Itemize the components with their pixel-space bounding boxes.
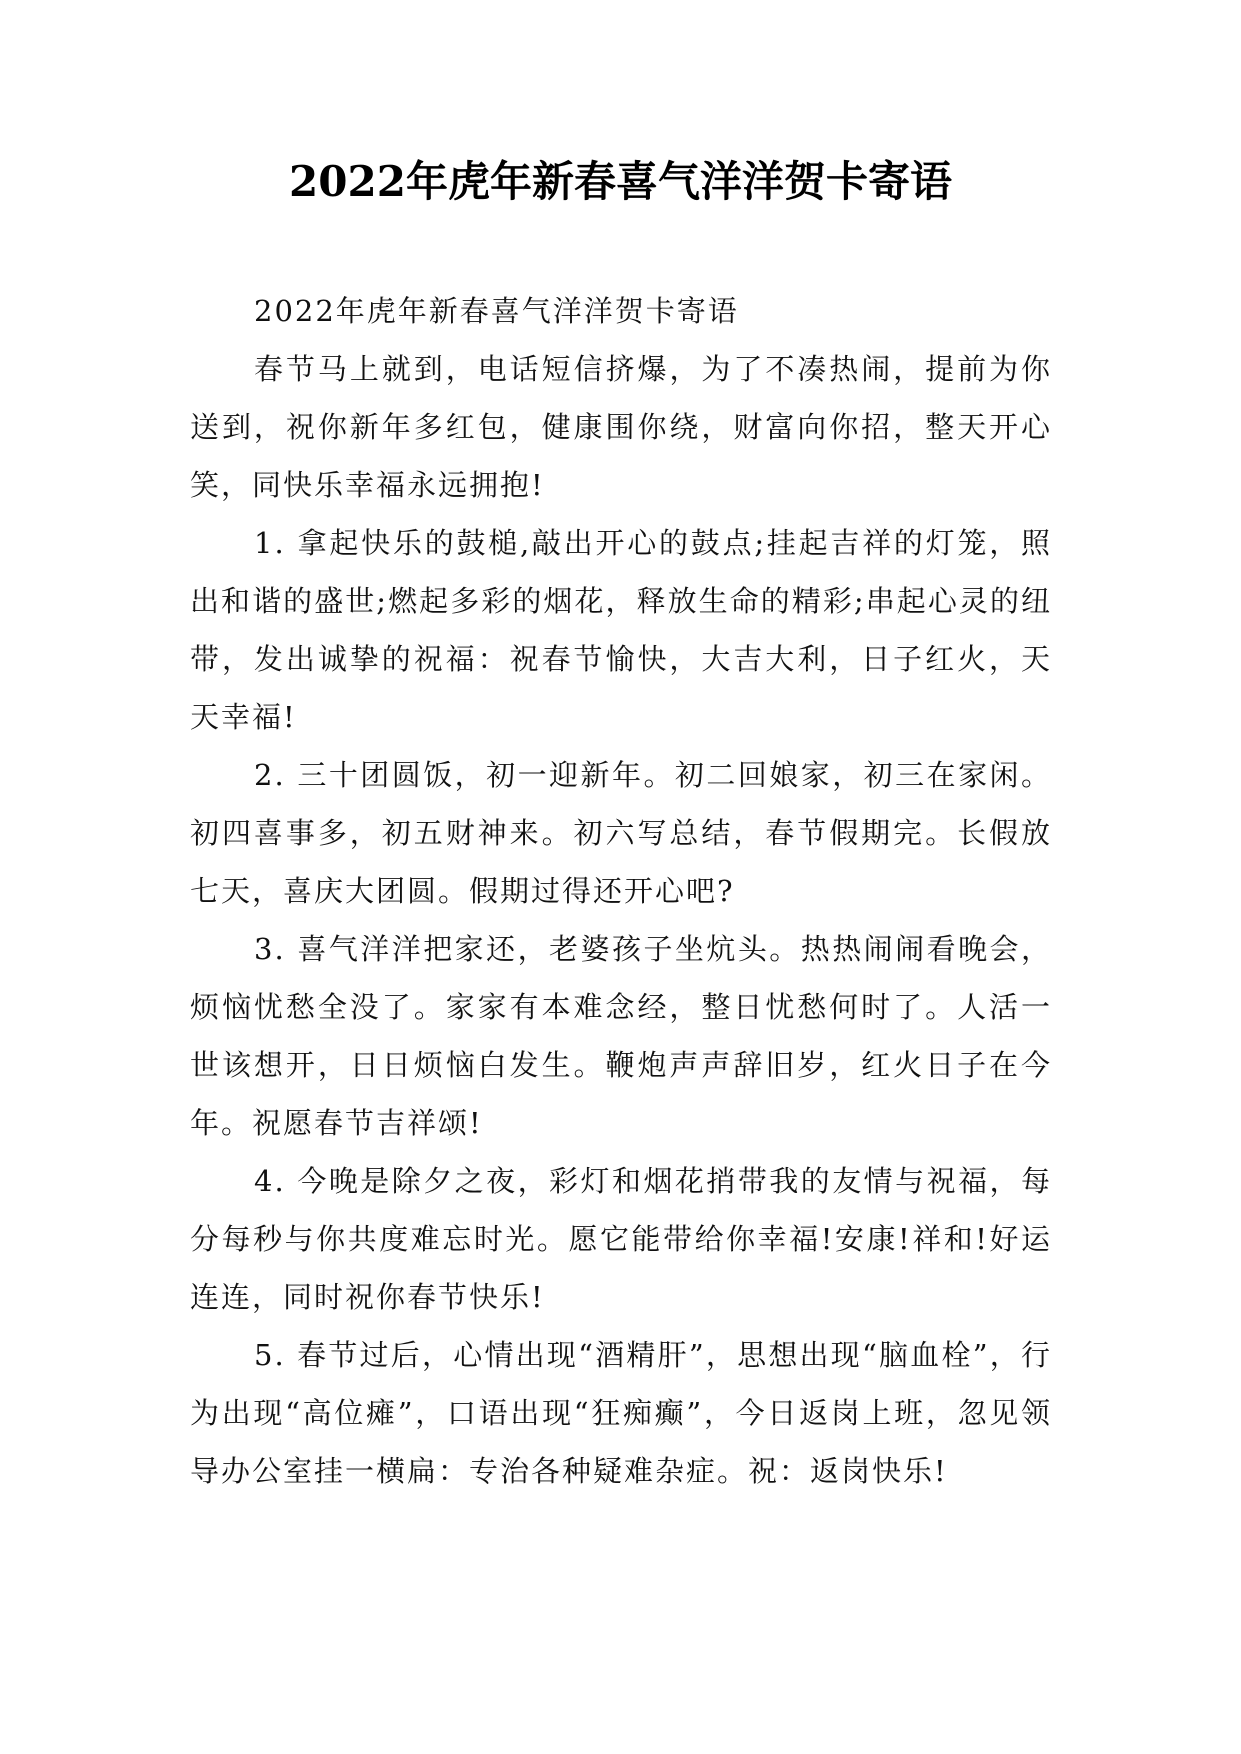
- greeting-item-5: 5. 春节过后，心情出现“酒精肝”，思想出现“脑血栓”，行为出现“高位瘫”，口语出现“狂痴癫”，今日返岗上班，忽见领导办公室挂一横扁：专治各种疑难杂症。祝：返岗快乐!: [190, 1338, 1052, 1488]
- greeting-item-2: 2. 三十团圆饭，初一迎新年。初二回娘家，初三在家闲。初四喜事多，初五财神来。初六写总结，春节假期完。长假放七天，喜庆大团圆。假期过得还开心吧?: [190, 758, 1052, 908]
- greeting-item-1: 1. 拿起快乐的鼓槌,敲出开心的鼓点;挂起吉祥的灯笼，照出和谐的盛世;燃起多彩的烟花，释放生命的精彩;串起心灵的纽带，发出诚挚的祝福：祝春节愉快，大吉大利，日子红火，天天幸福!: [190, 526, 1052, 734]
- intro-paragraph: 春节马上就到，电话短信挤爆，为了不凑热闹，提前为你送到，祝你新年多红包，健康围你绕，财富向你招，整天开心笑，同快乐幸福永远拥抱!: [190, 352, 1052, 502]
- subtitle-paragraph: 2022年虎年新春喜气洋洋贺卡寄语: [254, 294, 739, 328]
- greeting-item-4: 4. 今晚是除夕之夜，彩灯和烟花捎带我的友情与祝福，每分每秒与你共度难忘时光。愿它能带给你幸福!安康!祥和!好运连连，同时祝你春节快乐!: [190, 1164, 1052, 1314]
- document-title: 2022年虎年新春喜气洋洋贺卡寄语: [289, 157, 952, 206]
- greeting-item-3: 3. 喜气洋洋把家还，老婆孩子坐炕头。热热闹闹看晚会，烦恼忧愁全没了。家家有本难念经，整日忧愁何时了。人活一世该想开，日日烦恼白发生。鞭炮声声辞旧岁，红火日子在今年。祝愿春节吉祥颂!: [190, 932, 1052, 1140]
- document-body: [190, 282, 1052, 1500]
